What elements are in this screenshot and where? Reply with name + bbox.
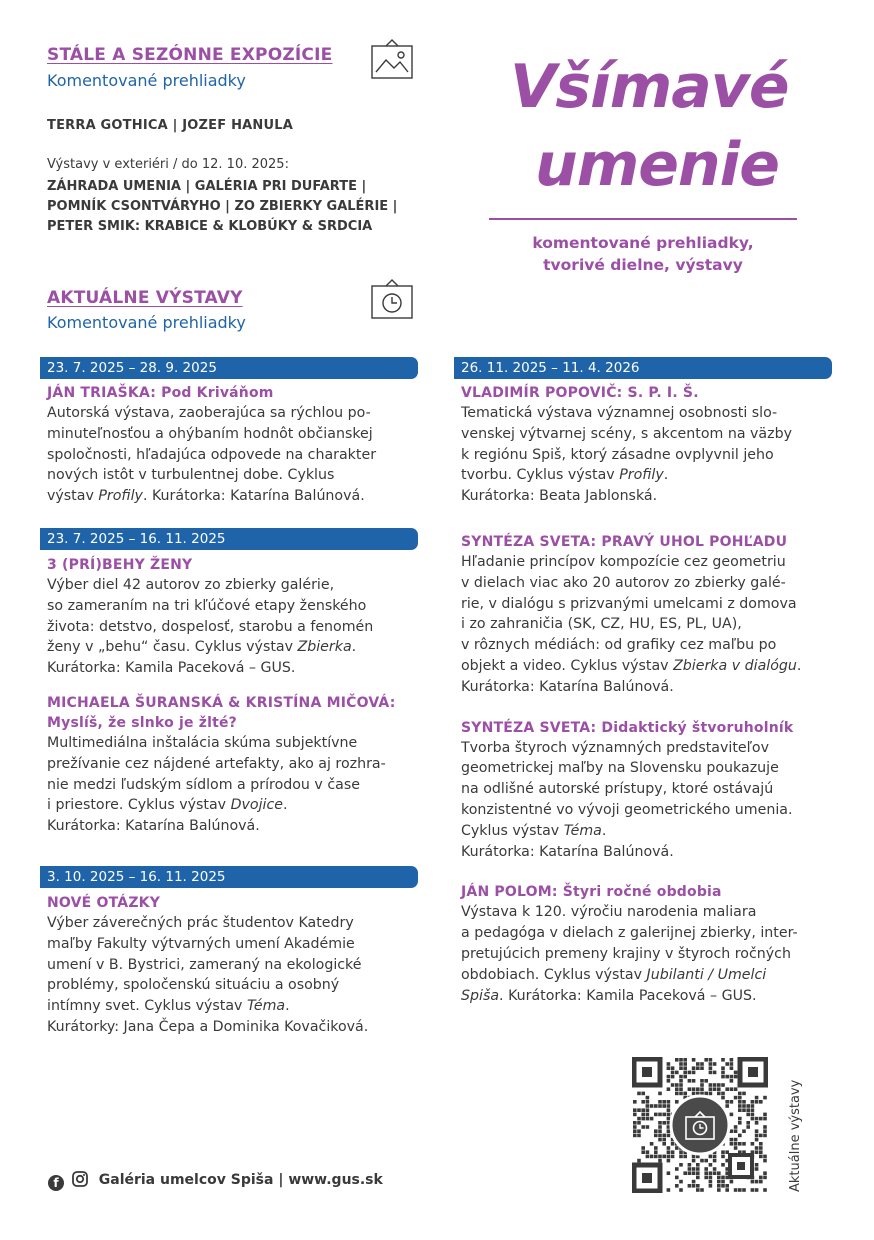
- exhibition-title: JÁN POLOM: Štyri ročné obdobia: [461, 884, 722, 901]
- current-title: AKTUÁLNE VÝSTAVY: [47, 288, 243, 308]
- text-line: Kurátorka: Katarína Balúnová.: [461, 678, 674, 695]
- exhibition-description: [47, 733, 419, 837]
- current-subtitle: Komentované prehliadky: [47, 313, 246, 332]
- hero-title-line2: umenie: [535, 130, 779, 200]
- qr-caption: Aktuálne výstavy: [788, 1079, 803, 1192]
- permanent-main-label: TERRA GOTHICA | JOZEF HANULA: [47, 118, 293, 133]
- text-line: konzistentné vo vývoji geometrického umenia.: [461, 801, 793, 818]
- text-line: výstav Profily. Kurátorka: Katarína Balúnová.: [47, 488, 365, 505]
- text-line: ženy v „behu“ času. Cyklus výstav Zbierka.: [47, 639, 357, 656]
- text-line: k regiónu Spiš, ktorý zásadne ovplyvnil jeho: [461, 446, 774, 463]
- date-bar: 23. 7. 2025 – 28. 9. 2025: [40, 357, 418, 379]
- text-line: Hľadanie princípov kompozície cez geometriu: [461, 553, 786, 570]
- text-line: nových istôt v turbulentnej dobe. Cyklus: [47, 467, 335, 484]
- text-line: Kurátorka: Beata Jablonská.: [461, 488, 658, 505]
- text-line: geometrickej maľby na Slovensku poukazuje: [461, 760, 779, 777]
- text-line: i zo zahraničia (SK, CZ, HU, ES, PL, UA),: [461, 616, 742, 633]
- date-bar: 26. 11. 2025 – 11. 4. 2026: [454, 357, 832, 379]
- hero-divider: [489, 218, 797, 220]
- facebook-icon[interactable]: f: [48, 1175, 64, 1191]
- exhibition-block: [461, 383, 833, 1006]
- date-bar: 23. 7. 2025 – 16. 11. 2025: [40, 528, 418, 550]
- text-line: Autorská výstava, zaoberajúca sa rýchlou po-: [47, 405, 371, 421]
- exhibition-title: 3 (PRÍ)BEHY ŽENY: [47, 557, 193, 573]
- instagram-icon[interactable]: [72, 1171, 88, 1187]
- exhibition-title: JÁN TRIAŠKA: Pod Kriváňom: [47, 385, 274, 401]
- exhibition-title: SYNTÉZA SVETA: PRAVÝ UHOL POHĽADU: [461, 533, 788, 550]
- text-line: Kurátorka: Kamila Paceková – GUS.: [47, 660, 296, 677]
- text-line: rie, v dialógu s prizvanými umelcami z domova: [461, 595, 797, 612]
- exhibition-title: MICHAELA ŠURANSKÁ & KRISTÍNA MIČOVÁ: Myslíš, že slnko je žlté?: [47, 694, 396, 731]
- text-line: a pedagóga v dielach z galerijnej zbierky, inter-: [461, 925, 798, 942]
- hero-title-line1: Všímavé: [510, 52, 789, 122]
- text-line: obdobiach. Cyklus výstav Jubilanti / Umelci: [461, 966, 767, 983]
- text-line: i priestore. Cyklus výstav Dvojice.: [47, 797, 288, 814]
- text-line: pretujúcich premeny krajiny v štyroch ročných: [461, 945, 791, 962]
- exhibition-description: [461, 552, 833, 698]
- exhibition-description: [461, 403, 833, 507]
- text-line: so zameraním na tri kľúčové etapy ženského: [47, 597, 367, 614]
- picture-frame-icon: [370, 38, 414, 80]
- permanent-subtitle: Komentované prehliadky: [47, 71, 246, 90]
- text-line: minuteľnosťou a ohýbaním hodnôt občianskej: [47, 425, 373, 442]
- text-line: maľby Fakulty výtvarných umení Akadémie: [47, 935, 355, 952]
- text-line: Spiša. Kurátorka: Kamila Paceková – GUS.: [461, 987, 757, 1004]
- text-line: venskej výtvarnej scény, s akcentom na väzby: [461, 425, 792, 442]
- exhibition-description: [47, 575, 419, 679]
- text-line: Výber záverečných prác študentov Katedry: [47, 915, 354, 931]
- text-line: objekt a video. Cyklus výstav Zbierka v dialógu.: [461, 657, 802, 674]
- exhibition-description: [47, 403, 419, 507]
- text-line: Výstava k 120. výročiu narodenia maliara: [461, 904, 757, 921]
- exhibition-title: NOVÉ OTÁZKY: [47, 895, 161, 911]
- exhibition-description: [47, 913, 419, 1038]
- clock-frame-icon: [370, 278, 414, 320]
- permanent-title: STÁLE A SEZÓNNE EXPOZÍCIE: [47, 45, 333, 65]
- hero-subtitle: [489, 232, 797, 276]
- text-line: v dielach viac ako 20 autorov zo zbierky galé-: [461, 574, 786, 591]
- footer: [48, 1171, 383, 1191]
- text-line: umení v B. Bystrici, zameraný na ekologické: [47, 956, 362, 973]
- exhibition-block: [47, 893, 419, 1038]
- exterior-intro: Výstavy v exteriéri / do 12. 10. 2025:: [47, 157, 289, 172]
- footer-text[interactable]: Galéria umelcov Spiša | www.gus.sk: [98, 1172, 383, 1188]
- text-line: Tematická výstava významnej osobnosti slo-: [461, 405, 778, 421]
- text-line: Cyklus výstav Téma.: [461, 822, 607, 839]
- exhibition-block: [47, 555, 419, 837]
- exterior-line: PETER SMIK: KRABICE & KLOBÚKY & SRDCIA: [47, 219, 373, 234]
- hero-subtitle-line: komentované prehliadky,: [532, 234, 754, 252]
- text-line: Multimediálna inštalácia skúma subjektívne: [47, 734, 358, 751]
- exhibition-description: [461, 902, 833, 1006]
- exterior-line: ZÁHRADA UMENIA | GALÉRIA PRI DUFARTE |: [47, 179, 367, 194]
- exhibition-description: [461, 738, 833, 863]
- exhibition-title: VLADIMÍR POPOVIČ: S. P. I. Š.: [461, 385, 699, 401]
- hero-subtitle-line: tvorivé dielne, výstavy: [543, 256, 743, 274]
- text-line: Kurátorka: Katarína Balúnová.: [47, 818, 260, 835]
- text-line: v rôznych médiách: od grafiky cez maľbu po: [461, 637, 777, 654]
- exterior-line: POMNÍK CSONTVÁRYHO | ZO ZBIERKY GALÉRIE |: [47, 199, 398, 214]
- text-line: života: detstvo, dospelosť, starobu a fenomén: [47, 618, 374, 635]
- text-line: Kurátorky: Jana Čepa a Dominika Kovačiková.: [47, 1018, 369, 1035]
- text-line: Tvorba štyroch významných predstaviteľov: [461, 739, 770, 756]
- text-line: Výber diel 42 autorov zo zbierky galérie,: [47, 577, 335, 593]
- text-line: spoločnosti, hľadajúca odpovede na charakter: [47, 446, 377, 463]
- date-bar: 3. 10. 2025 – 16. 11. 2025: [40, 866, 418, 888]
- text-line: na odlišné autorské prístupy, ktoré ostávajú: [461, 781, 774, 798]
- text-line: Kurátorka: Katarína Balúnová.: [461, 843, 674, 860]
- exhibition-block: [47, 383, 419, 507]
- text-line: prežívanie cez nájdené artefakty, ako aj rozhra-: [47, 755, 386, 772]
- text-line: problémy, spoločenskú situáciu a osobný: [47, 977, 340, 994]
- exterior-list: [47, 177, 397, 237]
- qr-code-icon[interactable]: [632, 1057, 768, 1193]
- exhibition-title: SYNTÉZA SVETA: Didaktický štvoruholník: [461, 719, 794, 736]
- text-line: intímny svet. Cyklus výstav Téma.: [47, 998, 290, 1015]
- text-line: nie medzi ľudským sídlom a prírodou v čase: [47, 776, 360, 793]
- text-line: tvorbu. Cyklus výstav Profily.: [461, 467, 669, 484]
